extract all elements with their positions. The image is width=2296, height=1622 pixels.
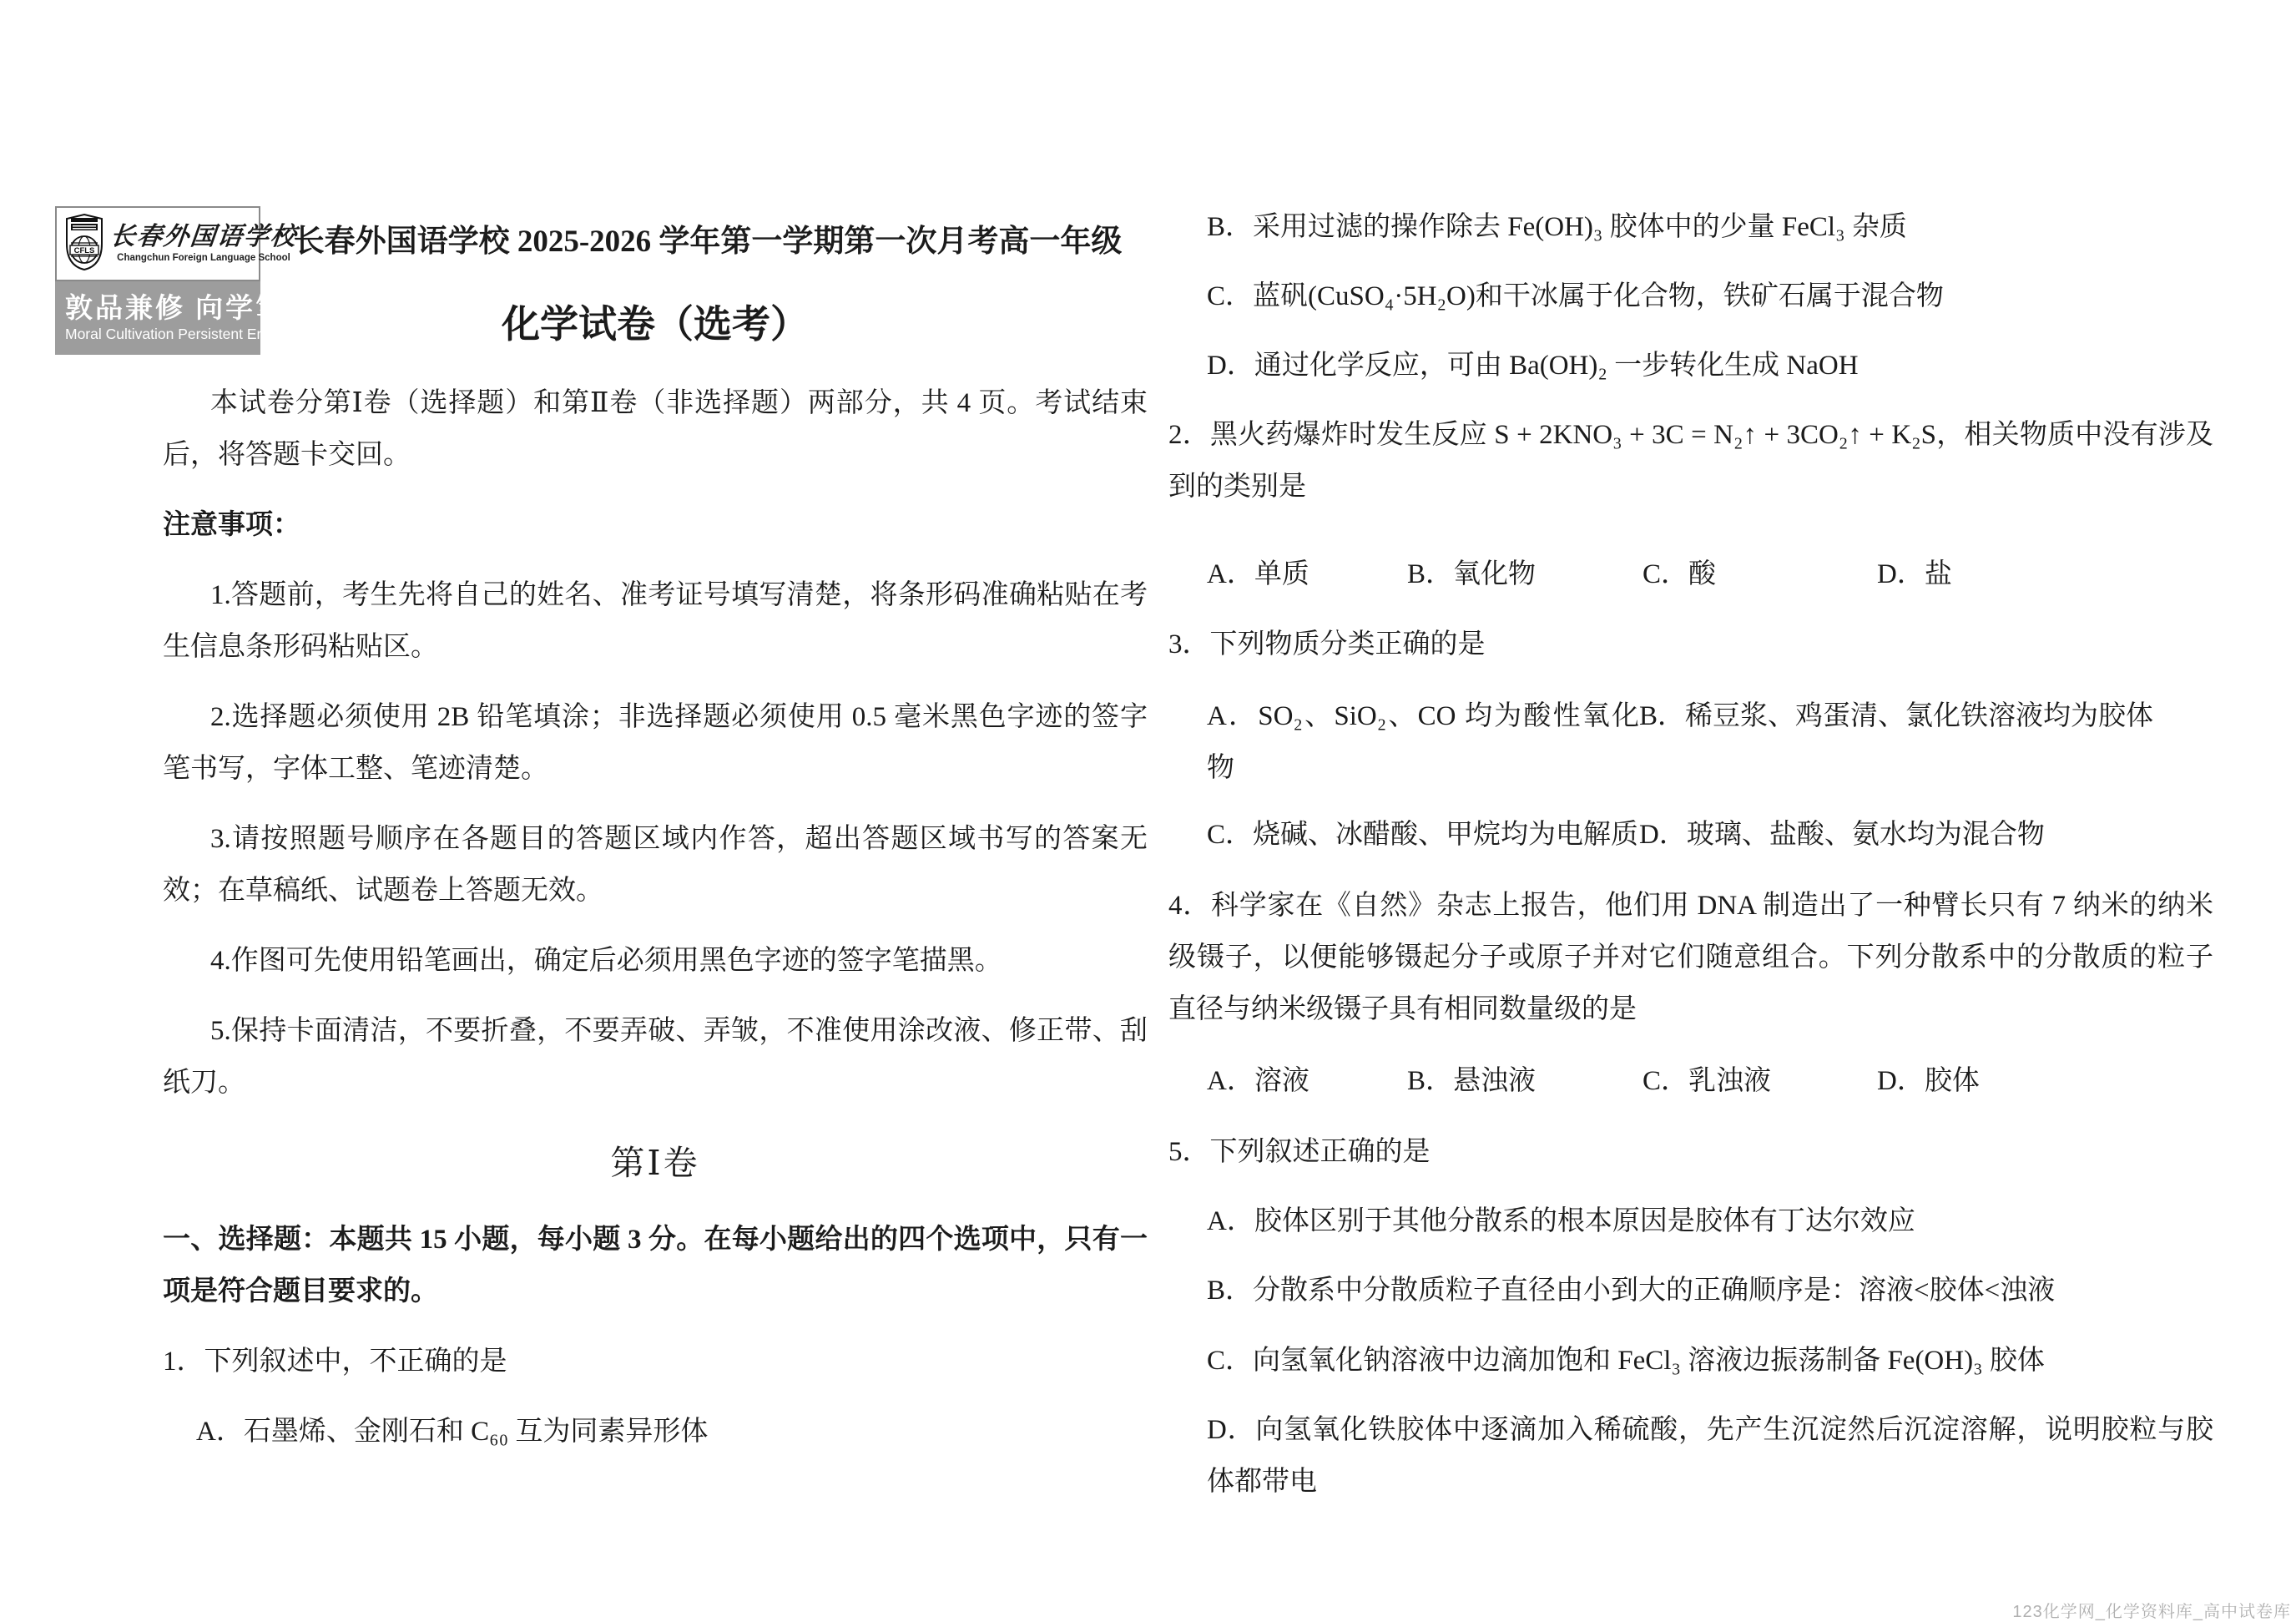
school-logo-top [55,206,299,281]
question-2-options-row [1168,548,2213,600]
notice-item-2: 2.选择题必须使用 2B 铅笔填涂；非选择题必须使用 0.5 毫米黑色字迹的签字笔书写，字体工整、笔迹清楚。 [163,702,1148,784]
question-4-stem: 4．科学家在《自然》杂志上报告，他们用 DNA 制造出了一种臂长只有 7 纳米的纳米级镊子，以便能够镊起分子或原子并对它们随意组合。下列分散系中的分散质的粒子直径与纳米级镊子具有相同数量级的是 [1168,891,2213,1024]
question-5-option-a: A．胶体区别于其他分散系的根本原因是胶体有丁达尔效应 [1207,1206,1915,1236]
question-4-option-c: C．乳浊液 [1643,1066,1772,1096]
notice-item-1: 1.答题前，考生先将自己的姓名、准考证号填写清楚，将条形码准确粘贴在考生信息条形码粘贴区。 [163,580,1148,662]
question-1-option-b: B．采用过滤的操作除去 Fe(OH)₃ 胶体中的少量 FeCl₃ 杂质 [1207,212,1907,242]
question-3-option-c: C．烧碱、冰醋酸、甲烷均为电解质 [1207,820,1639,850]
question-2-option-c: C．酸 [1643,559,1717,589]
question-4-option-a: A．溶液 [1207,1066,1309,1096]
svg-text:CFLS: CFLS [73,245,95,255]
exam-title: 长春外国语学校 2025-2026 学年第一学期第一次月考高一年级 [293,225,1123,259]
question-2-option-b: B．氧化物 [1407,559,1537,589]
section-1-instruction: 一、选择题：本题共 15 小题，每小题 3 分。在每小题给出的四个选项中，只有一项是符合题目要求的。 [163,1225,1148,1306]
notice-item-5: 5.保持卡面清洁，不要折叠，不要弄破、弄皱，不准使用涂改液、修正带、刮纸刀。 [163,1016,1148,1098]
question-4-options-row [1168,1055,2213,1107]
question-4-option-d: D．胶体 [1877,1066,1980,1096]
school-emblem-icon [65,214,103,275]
question-3-option-d: D．玻璃、盐酸、氨水均为混合物 [1639,820,2045,850]
question-1-option-d: D．通过化学反应，可由 Ba(OH)₂ 一步转化生成 NaOH [1207,351,1859,381]
question-5-stem: 5．下列叙述正确的是 [1168,1137,1431,1167]
question-3-options-grid [1168,690,2213,861]
intro-paragraph: 本试卷分第Ⅰ卷（选择题）和第Ⅱ卷（非选择题）两部分，共 4 页。考试结束后，将答题卡交回。 [163,388,1148,470]
question-3-stem: 3．下列物质分类正确的是 [1168,629,1486,659]
question-5-option-d: D．向氢氧化铁胶体中逐滴加入稀硫酸，先产生沉淀然后沉淀溶解，说明胶粒与胶体都带电 [1207,1415,2213,1497]
section-1-heading: 第Ⅰ卷 [610,1144,700,1182]
question-1-option-a: A．石墨烯、金刚石和 C₆₀ 互为同素异形体 [196,1417,709,1447]
school-name-cn: 长春外国语学校 [108,222,299,250]
question-5-option-c: C．向氢氧化钠溶液中边滴加饱和 FeCl₃ 溶液边振荡制备 Fe(OH)₃ 胶体 [1207,1346,2045,1376]
question-1-stem: 1．下列叙述中，不正确的是 [163,1347,507,1377]
site-watermark: 123化学网_化学资料库_高中试卷库 [2012,1603,2291,1621]
question-3-option-b: B．稀豆浆、鸡蛋清、氯化铁溶液均为胶体 [1639,701,2154,731]
left-column [163,377,1148,1458]
question-1-option-c: C．蓝矾(CuSO₄·5H₂O)和干冰属于化合物，铁矿石属于混合物 [1207,281,1944,311]
question-5-option-b: B．分散系中分散质粒子直径由小到大的正确顺序是：溶液<胶体<浊液 [1207,1276,2056,1306]
paper-title: 化学试卷（选考） [502,303,809,346]
school-motto-en: Moral Cultivation Persistent Endeavor [65,326,310,343]
school-name-en: Changchun Foreign Language School [117,252,290,263]
question-2-option-d: D．盐 [1877,559,1952,589]
notice-item-3: 3.请按照题号顺序在各题目的答题区域内作答，超出答题区域书写的答案无效；在草稿纸、试题卷上答题无效。 [163,824,1148,906]
notice-item-4: 4.作图可先使用铅笔画出，确定后必须用黑色字迹的签字笔描黑。 [210,946,1002,976]
question-2-option-a: A．单质 [1207,559,1309,589]
notice-title: 注意事项： [163,510,300,540]
question-4-option-b: B．悬浊液 [1407,1066,1537,1096]
right-column [1168,201,2213,1508]
question-3-option-a: A．SO₂、SiO₂、CO 均为酸性氧化物 [1207,701,1639,783]
question-2-stem: 2．黑火药爆炸时发生反应 S + 2KNO₃ + 3C = N₂↑ + 3CO₂↑ + K₂S，相关物质中没有涉及到的类别是 [1168,420,2213,502]
school-motto-cn: 敦品兼修 向学笃行 [65,292,316,324]
